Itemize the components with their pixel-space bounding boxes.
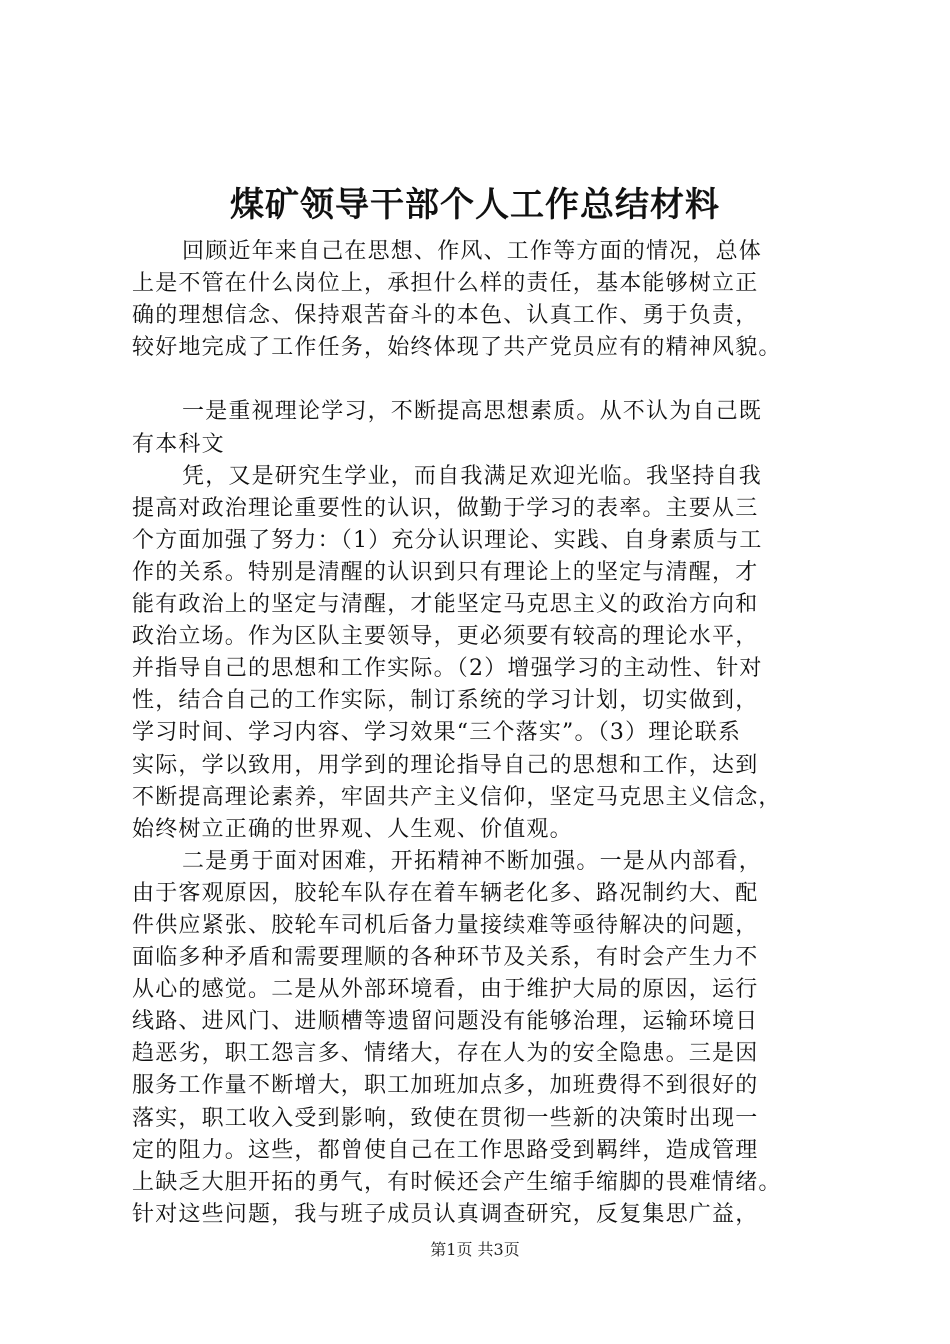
text-line: 面临多种矛盾和需要理顺的各种环节及关系，有时会产生力不 <box>132 945 759 971</box>
text-line: 凭，又是研究生学业，而自我满足欢迎光临。我坚持自我 <box>182 463 763 489</box>
document-body <box>132 236 848 1231</box>
text-line: 个方面加强了努力：（1）充分认识理论、实践、自身素质与工 <box>132 527 763 553</box>
text-line: 作的关系。特别是清醒的认识到只有理论上的坚定与清醒，才 <box>132 559 759 585</box>
text-line: 提高对政治理论重要性的认识，做勤于学习的表率。主要从三 <box>132 495 759 521</box>
text-line: 从心的感觉。二是从外部环境看，由于维护大局的原因，运行 <box>132 977 759 1003</box>
text-line: 趋恶劣，职工怨言多、情绪大，存在人为的安全隐患。三是因 <box>132 1041 759 1067</box>
text-line: 有本科文 <box>132 431 225 457</box>
text-line: 能有政治上的坚定与清醒，才能坚定马克思主义的政治方向和 <box>132 592 759 618</box>
text-line: 件供应紧张、胶轮车司机后备力量接续难等亟待解决的问题， <box>132 912 759 938</box>
text-line: 服务工作量不断增大，职工加班加点多，加班费得不到很好的 <box>132 1073 759 1099</box>
text-line: 政治立场。作为区队主要领导，更必须要有较高的理论水平， <box>132 624 759 650</box>
text-line: 上是不管在什么岗位上，承担什么样的责任，基本能够树立正 <box>132 271 759 297</box>
text-line: 落实，职工收入受到影响，致使在贯彻一些新的决策时出现一 <box>132 1105 759 1131</box>
page-number-footer: 第1页 共3页 <box>430 1240 520 1259</box>
text-line: 二是勇于面对困难，开拓精神不断加强。一是从内部看， <box>182 848 763 874</box>
text-line: 由于客观原因，胶轮车队存在着车辆老化多、路况制约大、配 <box>132 880 759 906</box>
text-line: 线路、进风门、进顺槽等遗留问题没有能够治理，运输环境日 <box>132 1009 759 1035</box>
text-line: 定的阻力。这些，都曾使自己在工作思路受到羁绊，造成管理 <box>132 1137 759 1163</box>
text-line: 并指导自己的思想和工作实际。（2）增强学习的主动性、针对 <box>132 656 763 682</box>
blank-line <box>132 364 848 396</box>
document-title: 煤矿领导干部个人工作总结材料 <box>230 185 720 225</box>
text-line: 性，结合自己的工作实际，制订系统的学习计划，切实做到， <box>132 688 759 714</box>
text-line: 确的理想信念、保持艰苦奋斗的本色、认真工作、勇于负责， <box>132 303 759 329</box>
text-line: 实际，学以致用，用学到的理论指导自己的思想和工作，达到 <box>132 752 759 778</box>
text-line: 一是重视理论学习，不断提高思想素质。从不认为自己既 <box>182 399 763 425</box>
text-line: 始终树立正确的世界观、人生观、价值观。 <box>132 816 573 842</box>
text-line: 针对这些问题，我与班子成员认真调查研究，反复集思广益， <box>132 1201 759 1227</box>
text-line: 上缺乏大胆开拓的勇气，有时候还会产生缩手缩脚的畏难情绪。 <box>132 1169 782 1195</box>
text-line: 学习时间、学习内容、学习效果“三个落实”。（3）理论联系 <box>132 720 742 746</box>
text-line: 较好地完成了工作任务，始终体现了共产党员应有的精神风貌。 <box>132 335 782 361</box>
text-line: 不断提高理论素养，牢固共产主义信仰，坚定马克思主义信念， <box>132 784 782 810</box>
text-line: 回顾近年来自己在思想、作风、工作等方面的情况，总体 <box>182 239 763 264</box>
